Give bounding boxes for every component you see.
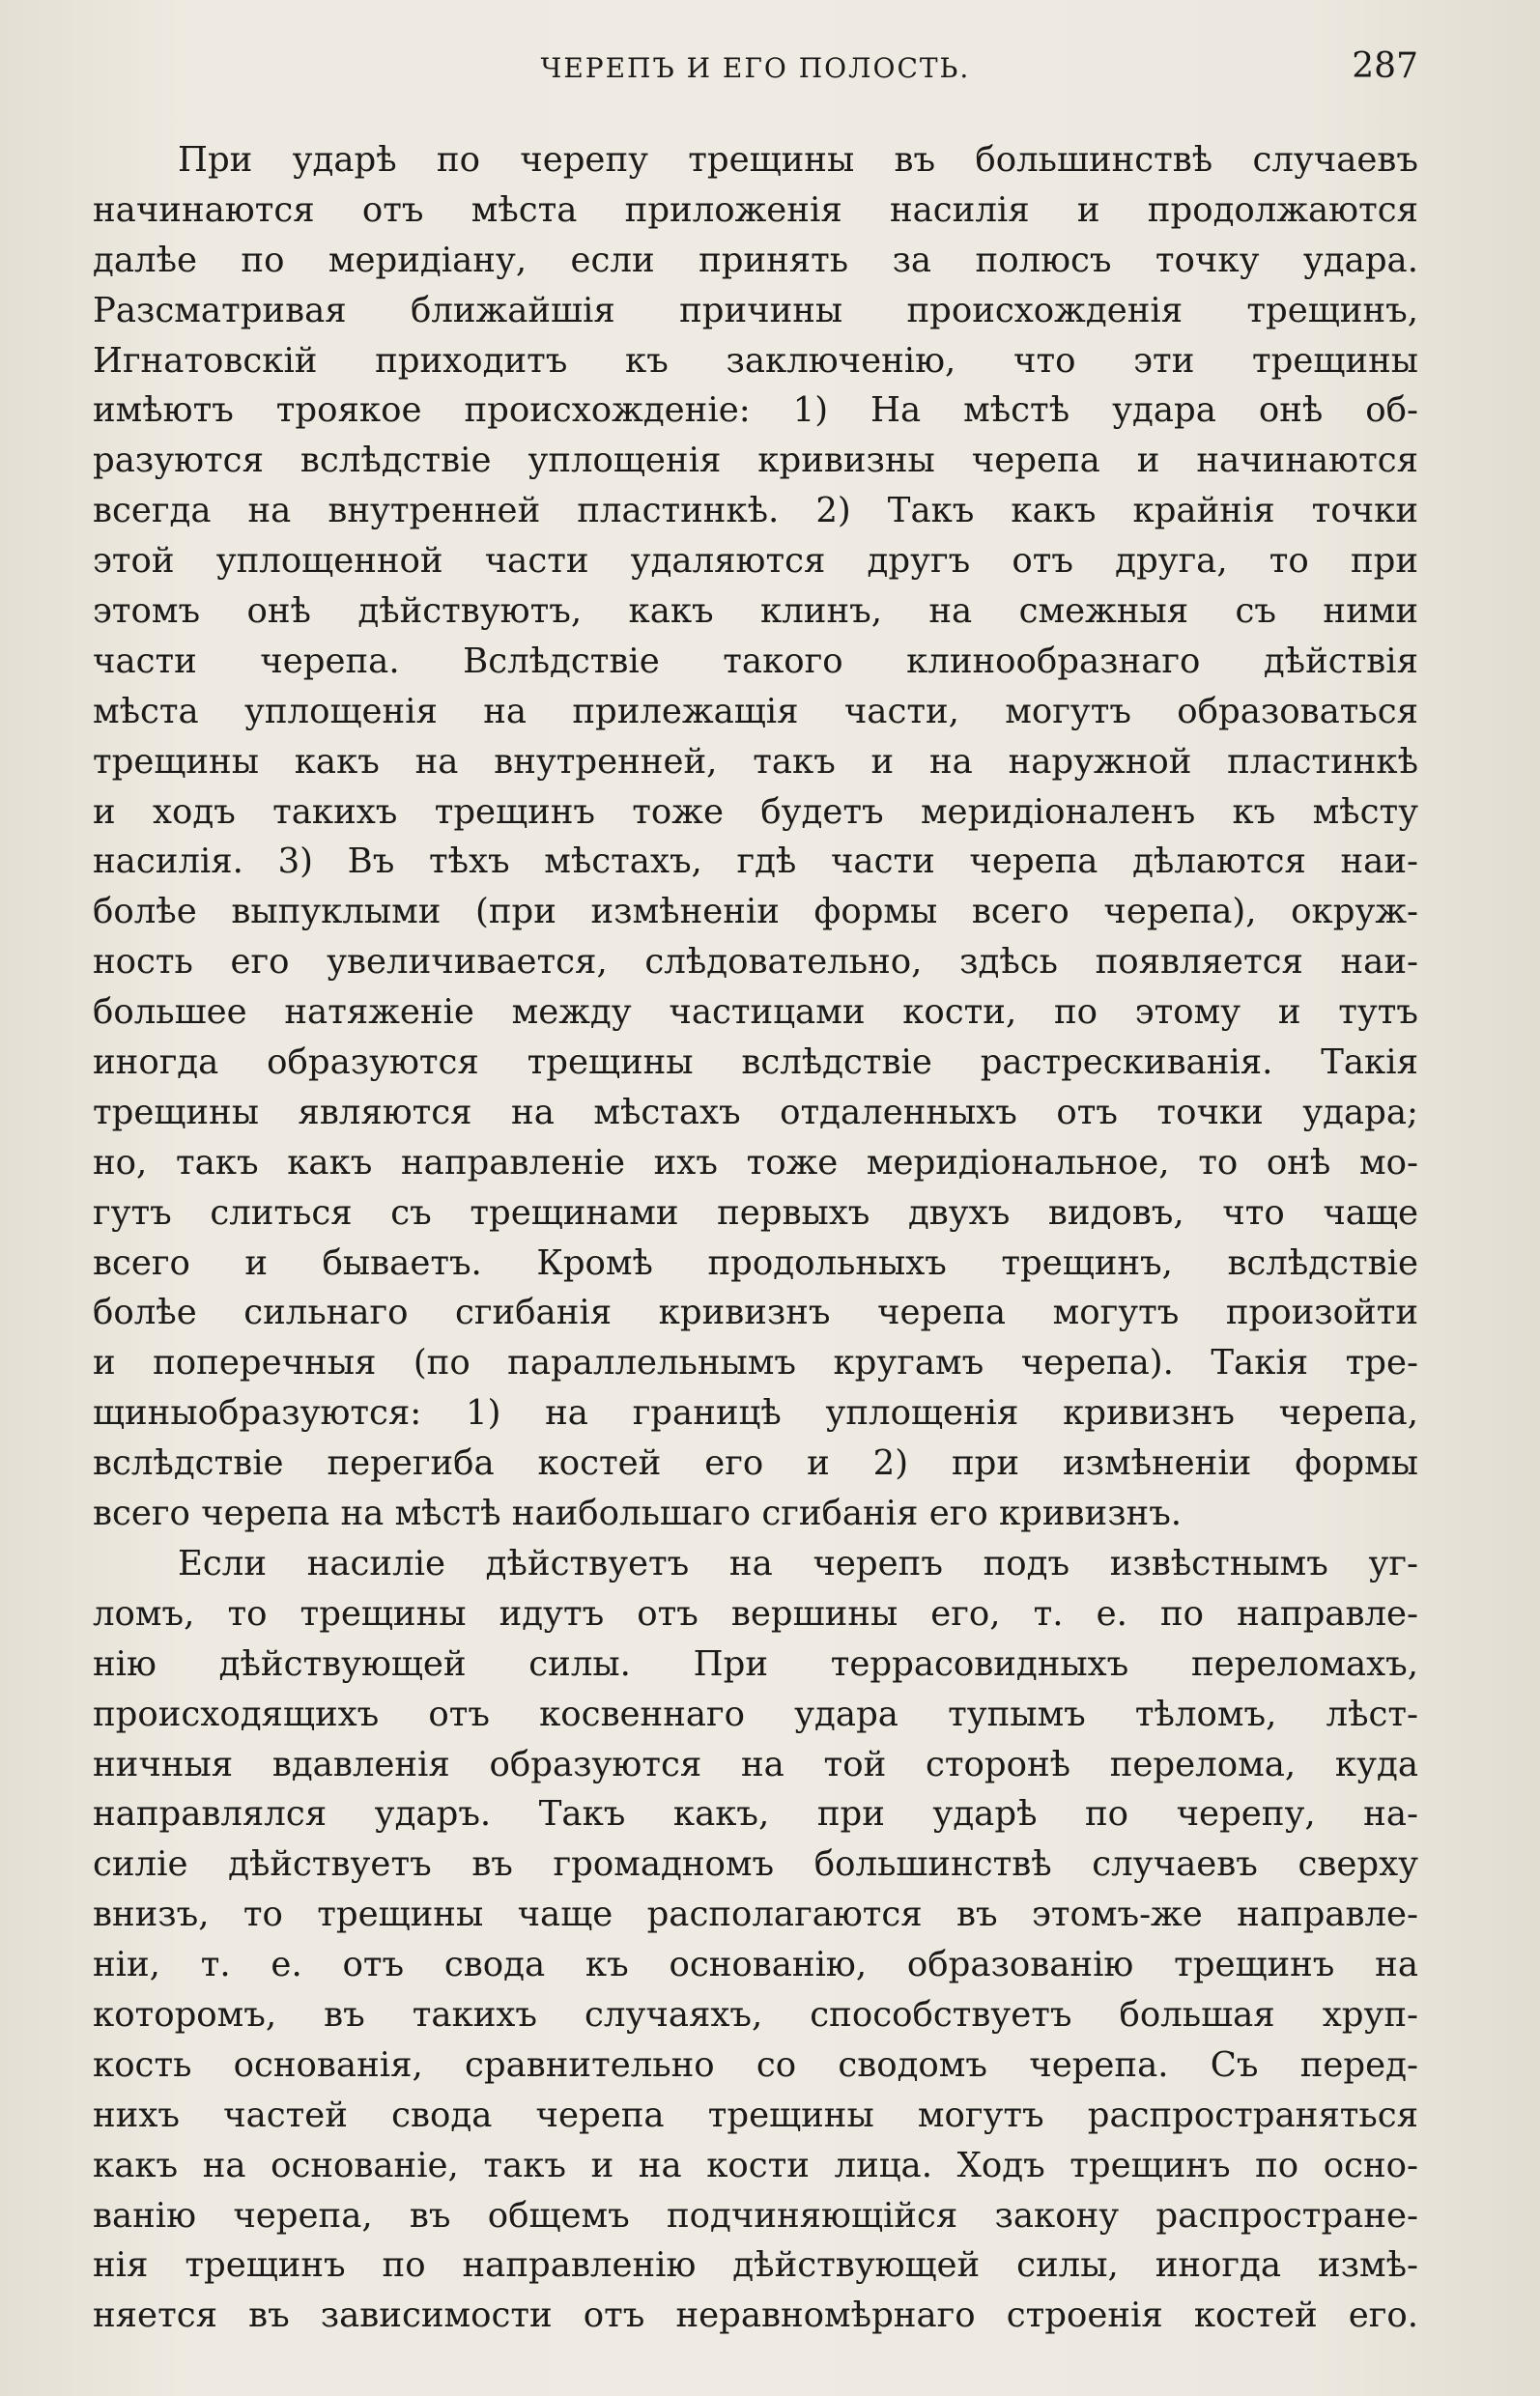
page-body bbox=[93, 135, 1418, 2341]
text-line: мѣста уплощенія на прилежащія части, могутъ образоваться bbox=[93, 691, 1418, 731]
text-line: разуются вслѣдствіе уплощенія кривизны черепа и начинаются bbox=[93, 441, 1418, 481]
running-title: ЧЕРЕПЪ И ЕГО ПОЛОСТЬ. bbox=[540, 52, 971, 84]
text-line: вслѣдствіе перегиба костей его и 2) при измѣненіи формы bbox=[93, 1443, 1418, 1484]
text-line: какъ на основаніе, такъ и на кости лица. Ходъ трещинъ по осно- bbox=[93, 2145, 1418, 2185]
text-line: большее натяженіе между частицами кости, по этому и тутъ bbox=[93, 992, 1418, 1033]
text-line: ность его увеличивается, слѣдовательно, здѣсь появляется наи- bbox=[93, 942, 1418, 983]
text-line: далѣе по меридіану, если принять за полюсъ точку удара. bbox=[93, 240, 1418, 280]
text-line: гутъ слиться съ трещинами первыхъ двухъ видовъ, что чаще bbox=[93, 1192, 1418, 1233]
text-line: Если насиліе дѣйствуетъ на черепъ подъ извѣстнымъ уг- bbox=[178, 1543, 1418, 1583]
text-line: трещины являются на мѣстахъ отдаленныхъ отъ точки удара; bbox=[93, 1092, 1418, 1132]
text-line: внизъ, то трещины чаще располагаются въ этомъ-же направле- bbox=[93, 1895, 1418, 1935]
text-line: ніи, т. е. отъ свода къ основанію, образованію трещинъ на bbox=[93, 1945, 1418, 1985]
text-line: направлялся ударъ. Такъ какъ, при ударѣ по черепу, на- bbox=[93, 1794, 1418, 1835]
text-line: кость основанія, сравнительно со сводомъ черепа. Съ перед- bbox=[93, 2044, 1418, 2085]
text-line: болѣе выпуклыми (при измѣненіи формы всего черепа), окруж- bbox=[93, 892, 1418, 932]
text-line: няется въ зависимости отъ неравномѣрнаго строенія костей его. bbox=[93, 2296, 1418, 2336]
text-line: силіе дѣйствуетъ въ громадномъ большинствѣ случаевъ сверху bbox=[93, 1844, 1418, 1885]
text-line: иногда образуются трещины вслѣдствіе растрескиванія. Такія bbox=[93, 1042, 1418, 1083]
text-line: ванію черепа, въ общемъ подчиняющійся закону распростране- bbox=[93, 2195, 1418, 2236]
text-line: которомъ, въ такихъ случаяхъ, способствуетъ большая хруп- bbox=[93, 1994, 1418, 2035]
text-line: При ударѣ по черепу трещины въ большинствѣ случаевъ bbox=[178, 140, 1418, 180]
text-line: этомъ онѣ дѣйствуютъ, какъ клинъ, на смежныя съ ними bbox=[93, 591, 1418, 632]
text-line: начинаются отъ мѣста приложенія насилія и продолжаются bbox=[93, 189, 1418, 230]
text-line: болѣе сильнаго сгибанія кривизнъ черепа могутъ произойти bbox=[93, 1293, 1418, 1333]
text-line: насилія. 3) Въ тѣхъ мѣстахъ, гдѣ части черепа дѣлаются наи- bbox=[93, 841, 1418, 882]
page-header bbox=[93, 46, 1418, 95]
text-line: имѣютъ троякое происхожденіе: 1) На мѣстѣ удара онѣ об- bbox=[93, 390, 1418, 431]
text-line: всего черепа на мѣстѣ наибольшаго сгибанія его кривизнъ. bbox=[93, 1494, 1183, 1534]
text-line: этой уплощенной части удаляются другъ отъ друга, то при bbox=[93, 541, 1418, 582]
text-line: нія трещинъ по направленію дѣйствующей силы, иногда измѣ- bbox=[93, 2245, 1418, 2286]
text-line: и ходъ такихъ трещинъ тоже будетъ меридіоналенъ къ мѣсту bbox=[93, 791, 1418, 832]
paragraph-2 bbox=[93, 1539, 1418, 2341]
text-line: нихъ частей свода черепа трещины могутъ распространяться bbox=[93, 2095, 1418, 2135]
text-line: и поперечныя (по параллельнымъ кругамъ черепа). Такія тре- bbox=[93, 1343, 1418, 1383]
text-line: нію дѣйствующей силы. При террасовидныхъ переломахъ, bbox=[93, 1643, 1418, 1684]
text-line: щиныобразуются: 1) на границѣ уплощенія кривизнъ черепа, bbox=[93, 1393, 1418, 1434]
paragraph-1 bbox=[93, 135, 1418, 1539]
text-line: трещины какъ на внутренней, такъ и на наружной пластинкѣ bbox=[93, 741, 1418, 782]
text-line: происходящихъ отъ косвеннаго удара тупымъ тѣломъ, лѣст- bbox=[93, 1694, 1418, 1734]
text-line: Игнатовскій приходитъ къ заключенію, что эти трещины bbox=[93, 340, 1418, 381]
text-line: всего и бываетъ. Кромѣ продольныхъ трещинъ, вслѣдствіе bbox=[93, 1242, 1418, 1283]
text-line: но, такъ какъ направленіе ихъ тоже меридіональное, то онѣ мо- bbox=[93, 1142, 1418, 1183]
page-number: 287 bbox=[1352, 46, 1418, 86]
text-line: части черепа. Вслѣдствіе такого клинообразнаго дѣйствія bbox=[93, 641, 1418, 681]
text-line: ломъ, то трещины идутъ отъ вершины его, т. е. по направле- bbox=[93, 1593, 1418, 1634]
text-line: всегда на внутренней пластинкѣ. 2) Такъ какъ крайнія точки bbox=[93, 491, 1418, 531]
text-line: Разсматривая ближайшія причины происхожденія трещинъ, bbox=[93, 290, 1418, 330]
text-line: ничныя вдавленія образуются на той сторонѣ перелома, куда bbox=[93, 1744, 1418, 1784]
